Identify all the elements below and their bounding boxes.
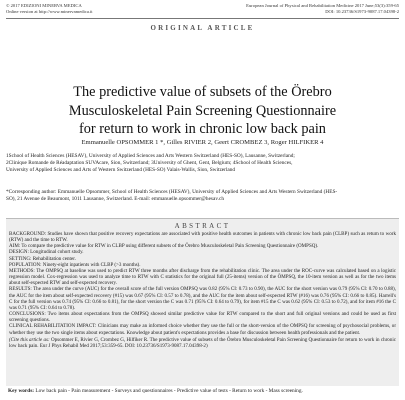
article-type-label: ORIGINAL ARTICLE: [150, 24, 255, 32]
header-divider: [6, 18, 399, 19]
cite-as-text: Opsommer E, Rivier G, Crombez G, Hilfiker R. The predictive value of subsets of the Örebro Musculoskeletal Pain Screening Questionnaire for return to work in chronic low back pain. Eur J Phys Rehabil Med 2017;53:359-65. DOI: 10.23736/S1973-9087.17.04398-2): [9, 337, 396, 350]
section-label: SETTING:: [9, 255, 32, 262]
section-label: METHODS:: [9, 267, 35, 274]
copyright-line: © 2017 EDIZIONI MINERVA MEDICA: [6, 3, 82, 8]
section-text: The OMPSQ at baseline was used to predict RTW three months after discharge from the rehabilitation clinic. The area under the ROC-curve was calculated based on a logistic regression model. Cox-regression was used to analyze time to RTW with C statistics for the original full (25-items) version of the ÖMPSQ, the 10-item version as well as for the two items about self-expected RTW and self-expected recovery.: [9, 267, 396, 287]
abstract-results: [9, 286, 396, 311]
affiliations: [6, 153, 399, 174]
article-title: [14, 83, 391, 139]
section-text: Ninety-eight inpatients with CLBP (>3 months).: [41, 261, 141, 268]
cite-as: [9, 337, 396, 349]
section-text: Two items about expectations from the OMPSQ showed similar predictive value for RTW compared to the short and full original versions and could be used as first screening questions.: [9, 311, 396, 324]
abstract-conclusions: [9, 311, 396, 323]
section-label: AIM:: [9, 243, 21, 250]
abstract-box: [6, 218, 399, 386]
abstract-heading: ABSTRACT: [174, 222, 231, 230]
title-line-1: The predictive value of subsets of the Örebro: [73, 84, 332, 100]
abstract-methods: [9, 268, 396, 286]
section-label: POPULATION:: [9, 261, 42, 268]
section-label: CLINICAL REHABILITATION IMPACT:: [9, 323, 97, 330]
section-text: Studies have shown that positive recovery expectations are associated with positive health outcomes in patients with chronic low back pain (CLBP) such as return to work (RTW) and the time to RTW.: [9, 231, 396, 244]
affiliation-line: University of Applied Sciences and Arts of Western Switzerland (HES-SO) Valais-Wallis, Sion, Switzerland: [6, 166, 236, 173]
corresponding-line: *Corresponding author: Emmanuelle Opsommer, School of Health Sciences (HESAV), University of Applied Sciences and Arts Western Switzerland (HES-: [6, 189, 338, 195]
author-list: Emmanuelle OPSOMMER 1 *, Gilles RIVIER 2, Geert CROMBEZ 3, Roger HILFIKER 4: [81, 139, 324, 146]
title-line-2: Musculoskeletal Pain Screening Questionnaire: [68, 102, 337, 119]
section-label: CONCLUSIONS:: [9, 311, 46, 318]
section-text: Rehabilitation center.: [31, 255, 76, 262]
section-text: Clinicians may make an informed choice whether they use the full or the short-version of the OMPSQ for screening of psychosocial problems, or whether they use the two single items about expectations. Knowledge about patient's expectations provides a base for discussion between health professionals and the patient.: [9, 323, 396, 336]
keywords-label: Key words:: [8, 388, 35, 394]
cite-as-prefix: (Cite this article as:: [9, 337, 50, 344]
affiliation-line: 1School of Health Sciences (HESAV), University of Applied Sciences and Arts Western Switzerland (HES-SO), Lausanne, Switzerland;: [6, 153, 295, 159]
section-label: BACKGROUND:: [9, 231, 47, 237]
journal-citation-line: European Journal of Physical and Rehabilitation Medicine 2017 June;53(3):359-65: [246, 3, 399, 8]
section-label: RESULTS:: [9, 286, 32, 293]
abstract-background: [9, 231, 396, 243]
corresponding-line: SO), 21 Avenue de Beaumont, 1011 Lausanne, Switzerland. E-mail: emmanuelle.opsommer@hesav.ch: [6, 195, 224, 202]
abstract-clinical-impact: [9, 323, 396, 335]
abstract-body: [6, 231, 399, 349]
keywords: [8, 388, 399, 395]
doi-line: DOI: 10.23736/S1973-9087.17.04398-2: [325, 9, 399, 14]
title-line-3: for return to work in chronic low back pain: [79, 121, 326, 137]
keywords-text: Low back pain - Pain measurement - Surveys and questionnaires - Predictive value of tests - Return to work - Mass screening.: [34, 388, 303, 394]
affiliation-line: 2Clinique Romande de Réadaptation SUVAcare, Sion, Switzerland; 3University of Ghent, Gent, Belgium; 4School of Health Sciences,: [6, 159, 293, 166]
journal-header-left: [6, 3, 93, 15]
section-text: Longitudinal cohort study.: [28, 249, 84, 256]
corresponding-author: [6, 189, 399, 203]
journal-header-right: [246, 3, 399, 15]
section-text: To compare the predictive value for RTW in CLBP using different subsets of the Örebro Musculoskeletal Pain Screening Questionnaire (OMPSQ).: [20, 243, 319, 250]
online-version-line: Online version at http://www.minervamedica.it: [6, 9, 93, 14]
section-label: DESIGN:: [9, 249, 29, 256]
section-text: The area under the curve (AUC) for the overall score of the full version OMPSQ was 0.82 (95% CI: 0.73 to 0.90), the AUC for the short version was 0.79 (95% CI: 0.70 to 0.88), the AUC for the item about self-expected recovery (#15) was 0.67 (95% CI: 0.57 to 0.78), and the AUC for the item about self-expected RTW (#16) was 0.76 (95% CI: 0.66 to 0.85). Harrell's C for the full version was 0.74 (95% CI: 0.66 to 0.81), for the short version the C was 0.71 (95% CI: 0.64 to 0.79), for item #15 the C was 0.62 (95% CI: 0.53 to 0.72), and for item #16 the C was 0.71 (95% CI: 0.64 to 0.78).: [9, 286, 396, 311]
